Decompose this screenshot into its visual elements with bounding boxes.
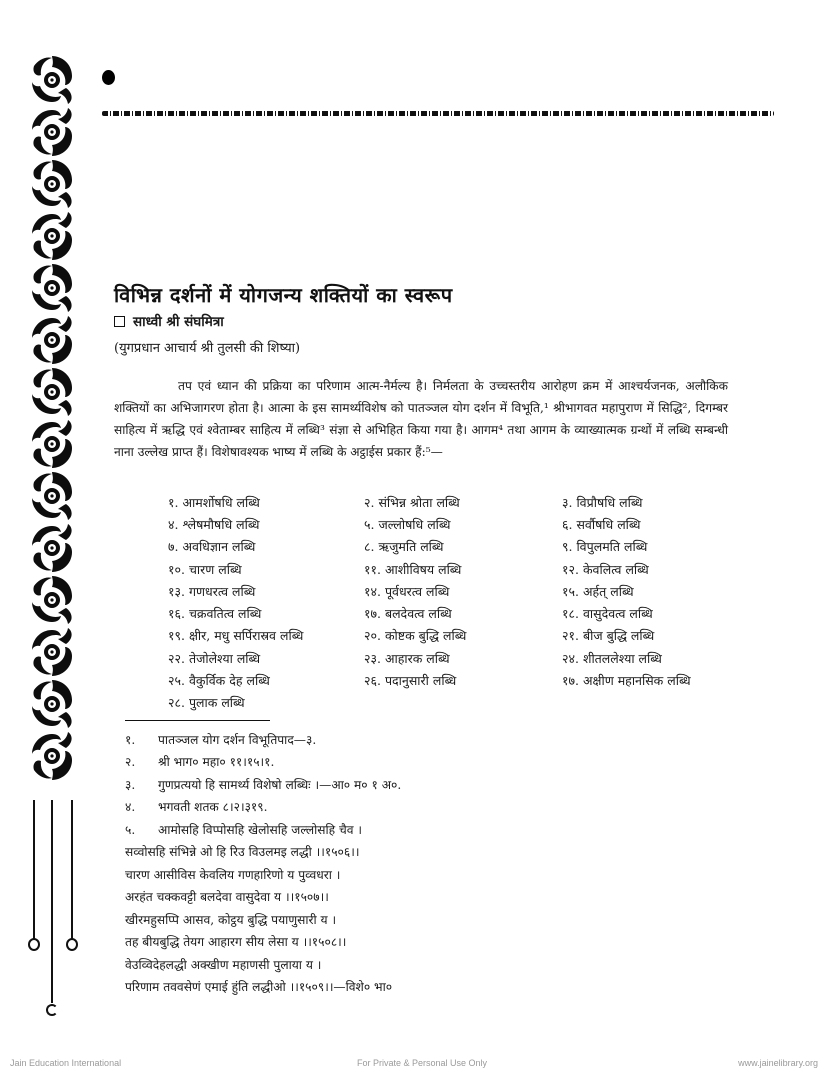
verse-line: परिणाम तववसेणं एमाई हुंति लद्धीओ ।।१५०९।।—विशे० भा० — [125, 980, 393, 995]
labdhi-item: १६. चक्रवतित्व लब्धि — [168, 606, 262, 622]
labdhi-item: २१. बीज बुद्धि लब्धि — [562, 628, 655, 644]
footnote-text: भगवती शतक ८।२।३१९. — [158, 800, 268, 815]
footnote-number: १. — [125, 732, 136, 747]
footnote — [125, 728, 401, 751]
footnote-number: २. — [125, 755, 136, 770]
border-swirl-motif-icon — [26, 728, 78, 784]
article-title: विभिन्न दर्शनों में योगजन्य शक्तियों का स्वरूप — [114, 283, 453, 307]
labdhi-item: २०. कोष्टक बुद्धि लब्धि — [364, 628, 467, 644]
border-line-right — [71, 800, 73, 940]
labdhi-row — [168, 536, 748, 558]
labdhi-item: ३. विप्रौषधि लब्धि — [562, 494, 643, 510]
labdhi-item: ७. अवधिज्ञान लब्धि — [168, 539, 256, 555]
labdhi-item: १९. क्षीर, मधु सर्पिरास्रव लब्धि — [168, 628, 304, 644]
labdhi-item: १७. बलदेवत्व लब्धि — [364, 606, 452, 622]
labdhi-item: २४. शीतललेश्या लब्धि — [562, 650, 662, 666]
labdhi-item: ९. विपुलमति लब्धि — [562, 539, 648, 555]
verse-line: वेउव्विदेहलद्धी अक्खीण महाणसी पुलाया य । — [125, 957, 322, 972]
labdhi-item: २२. तेजोलेश्या लब्धि — [168, 650, 261, 666]
intro-paragraph — [114, 375, 728, 463]
labdhi-item: १८. वासुदेवत्व लब्धि — [562, 606, 653, 622]
footnote-text: गुणप्रत्ययो हि सामर्थ्य विशेषो लब्धिः ।—आ० म० १ अ०. — [158, 777, 402, 792]
border-swirl-motif-icon — [26, 208, 78, 264]
labdhi-item: १३. गणधरत्व लब्धि — [168, 583, 256, 599]
labdhi-row — [168, 580, 748, 602]
border-swirl-motif-icon — [26, 104, 78, 160]
intro-paragraph-text: तप एवं ध्यान की प्रक्रिया का परिणाम आत्म-नैर्मल्य है। निर्मलता के उच्चस्तरीय आरोहण क्रम में आश्चर्यजनक, अलौकिक शक्तियों का अभिजागरण होता है। आत्मा के इस सामर्थ्यविशेष को पातञ्जल योग दर्शन में विभूति,¹ श्रीभागवत महापुराण में सिद्धि², दिगम्बर साहित्य में ऋद्धि एवं श्वेताम्बर साहित्य में लब्धि³ संज्ञा से अभिहित किया गया है। आगम⁴ तथा आगम के व्याख्यात्मक ग्रन्थों में लब्धि सम्बन्धी नाना उल्लेख प्राप्त हैं। विशेषावश्यक भाष्य में लब्धि के अट्ठाईस प्रकार हैं:⁵— — [114, 379, 728, 459]
checkbox-square-icon — [114, 316, 125, 327]
footnote — [125, 751, 401, 774]
footnote-divider — [125, 720, 270, 721]
verse-line: चारण आसीविस केवलिय गणहारिणो य पुव्वधरा । — [125, 867, 341, 882]
verse-line: अरहंत चक्कवट्टी बलदेवा वासुदेवा य ।।१५०७।। — [125, 890, 329, 905]
labdhi-row — [168, 513, 748, 535]
border-swirl-motif-icon — [26, 312, 78, 368]
border-ring-left — [28, 938, 40, 951]
footer-center: For Private & Personal Use Only — [357, 1058, 488, 1068]
labdhi-row — [168, 602, 748, 624]
border-swirl-motif-icon — [26, 572, 78, 628]
footnote — [125, 773, 401, 796]
border-swirl-motif-icon — [26, 676, 78, 732]
labdhi-item: १. आमर्शोषधि लब्धि — [168, 494, 260, 510]
dotted-header-rule — [102, 111, 774, 116]
labdhi-item: १०. चारण लब्धि — [168, 561, 242, 577]
labdhi-item: २३. आहारक लब्धि — [364, 650, 450, 666]
labdhi-item: २५. वैकुर्विक देह लब्धि — [168, 673, 270, 689]
border-swirl-motif-icon — [26, 364, 78, 420]
border-swirl-motif-icon — [26, 52, 78, 108]
footer-right: www.jainelibrary.org — [738, 1058, 818, 1068]
labdhi-row — [168, 669, 748, 691]
labdhi-row — [168, 692, 748, 714]
labdhi-item: १२. केवलित्व लब्धि — [562, 561, 649, 577]
border-hook — [46, 1004, 58, 1016]
labdhi-item: २६. पदानुसारी लब्धि — [364, 673, 457, 689]
footnote-text: पातञ्जल योग दर्शन विभूतिपाद—३. — [158, 732, 317, 747]
verse-line: खीरमहुसप्पि आसव, कोट्ठय बुद्धि पयाणुसारी य । — [125, 912, 337, 927]
footnote-number: ३. — [125, 777, 136, 792]
border-line-center — [51, 800, 53, 1003]
footnotes — [125, 728, 401, 998]
decorative-border — [26, 52, 78, 780]
border-swirl-motif-icon — [26, 624, 78, 680]
labdhi-item: ८. ऋजुमति लब्धि — [364, 539, 444, 555]
border-swirl-motif-icon — [26, 416, 78, 472]
labdhi-item: ६. सर्वौषधि लब्धि — [562, 516, 641, 532]
border-swirl-motif-icon — [26, 520, 78, 576]
labdhi-row — [168, 558, 748, 580]
labdhi-item: ४. श्लेषमौषधि लब्धि — [168, 516, 260, 532]
labdhi-item: १५. अर्हत् लब्धि — [562, 583, 634, 599]
footnote — [125, 818, 401, 841]
labdhi-item: १४. पूर्वधरत्व लब्धि — [364, 583, 450, 599]
footnote-text: श्री भाग० महा० ११।१५।१. — [158, 755, 275, 770]
author-affiliation: (युगप्रधान आचार्य श्री तुलसी की शिष्या) — [114, 341, 301, 356]
bullet-dot-icon — [102, 70, 115, 85]
footnote-number: ४. — [125, 800, 136, 815]
verse-line: सव्वोसहि संभिन्ने ओ हि रिउ विउलमइ लद्धी ।।१५०६।। — [125, 845, 360, 860]
labdhi-row — [168, 647, 748, 669]
labdhi-item: १७. अक्षीण महानसिक लब्धि — [562, 673, 691, 689]
border-ring-right — [66, 938, 78, 951]
labdhi-item: ११. आशीविषय लब्धि — [364, 561, 462, 577]
footnote — [125, 796, 401, 819]
labdhi-row — [168, 625, 748, 647]
footnote-number: ५. — [125, 822, 136, 837]
labdhi-item: ५. जल्लोषधि लब्धि — [364, 516, 451, 532]
border-line-left — [33, 800, 35, 940]
labdhi-row — [168, 491, 748, 513]
verse-line: तह बीयबुद्धि तेयग आहारग सीय लेसा य ।।१५०८।। — [125, 935, 347, 950]
labdhi-item: २८. पुलाक लब्धि — [168, 695, 245, 711]
footer-left: Jain Education International — [10, 1058, 122, 1068]
labdhi-item: २. संभिन्न श्रोता लब्धि — [364, 494, 460, 510]
border-swirl-motif-icon — [26, 156, 78, 212]
author-line — [114, 312, 224, 330]
labdhi-list — [168, 491, 748, 714]
border-swirl-motif-icon — [26, 468, 78, 524]
footnote-text: आमोसहि विप्पोसहि खेलोसहि जल्लोसहि चैव । — [158, 822, 362, 837]
border-swirl-motif-icon — [26, 260, 78, 316]
author-name: साध्वी श्री संघमित्रा — [133, 314, 224, 330]
